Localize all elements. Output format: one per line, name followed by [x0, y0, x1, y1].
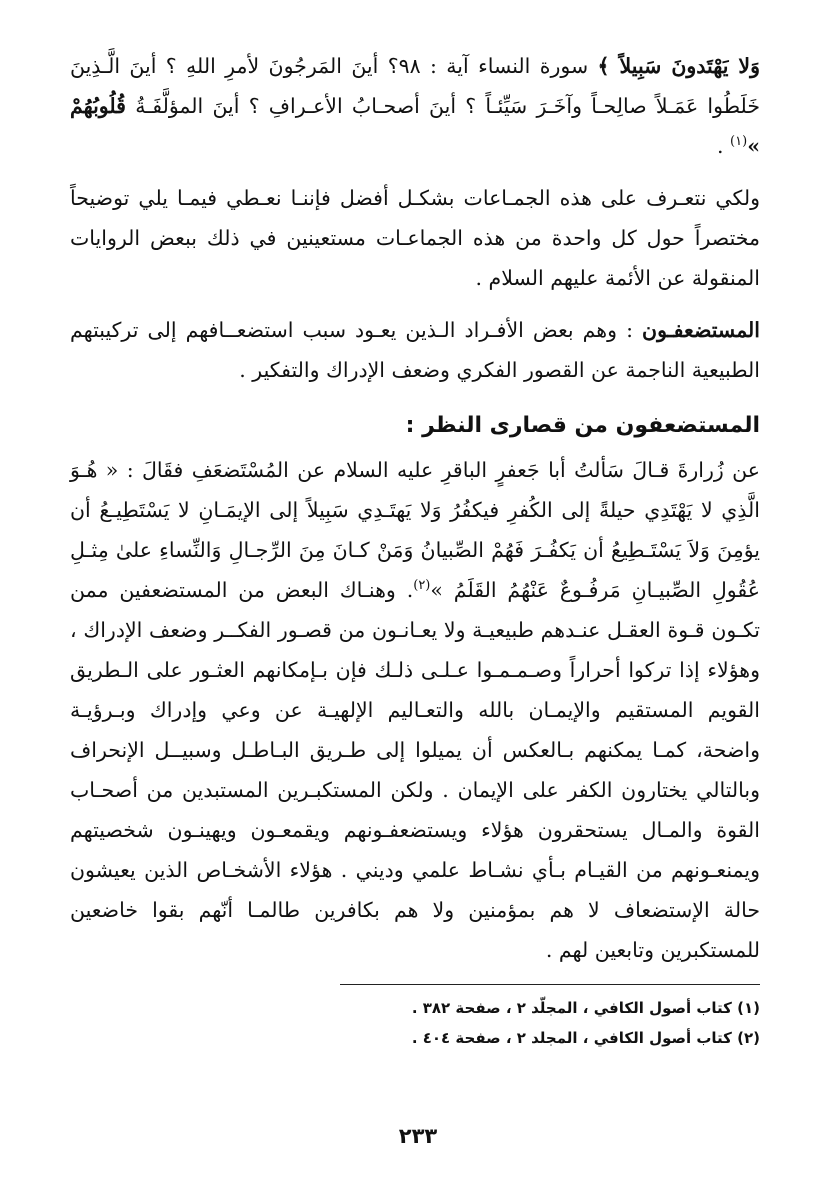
footnote-1: (١) كتاب أصول الكافي ، المجلّد ٢ ، صفحة ٣٨٢ . — [411, 999, 760, 1017]
quote-paragraph — [70, 46, 760, 166]
hadith-rest: . وهنـاك البعض من المستضعفين ممن تكـون قـوة العقـل عنـدهم طبيعيـة ولا يعـانـون من قصـور الفكــر وضعف الإدراك ، وهؤلاء إذا تركوا أحراراً وصـمـمـوا عـلـى ذلـك فإن بـإمكانهم العثـور على الـطريق القويم المستقيم والإيمـان بالله والتعـاليم الإلهيـة عن وعي وإدراك وبـرؤيـة واضحة، كمـا يمكنهم بـالعكس أن يميلوا إلى طـريق البـاطـل وسبيــل الإنحراف وبالتالي يختارون الكفر على الإيمان . ولكن المستكبـرين المستبدين من أصحـاب القوة والمـال يستحقرون هؤلاء ويستضعفـونهم ويقمعـون ويهينـون شخصيتهم ويمنعـونهم من القيـام بـأي نشـاط علمي وديني . هؤلاء الأشخـاص الذين يعيشون حالة الإستضعاف لا هم بمؤمنين ولا هم بكافرين طالمـا أنّهم بقوا خاضعين للمستكبرين وتابعين لهم . — [70, 578, 760, 962]
definition-text: : وهم بعض الأفـراد الـذين يعـود سبب استضعــافهم إلى تركيبتهم الطبيعية الناجمة عن القصور الفكري وضعف الإدراك والتفكير . — [70, 318, 760, 382]
quote-bold-end: قُلُوبُهُمْ » — [70, 94, 760, 158]
footnotes — [340, 984, 760, 1053]
definition-paragraph — [70, 310, 760, 390]
definition-term: المستضعفـون — [642, 318, 760, 342]
verse-ending: وَلا يَهْتَدونَ سَبِيلاً ﴾ — [597, 54, 760, 78]
intro-paragraph: ولكي نتعـرف على هذه الجمـاعات بشكـل أفضل فإننـا نعـطي فيمـا يلي توضيحاً مختصراً حول كل واحدة من هذه الجماعـات مستعينين في ذلك ببعض الروايات المنقولة عن الأئمة عليهم السلام . — [70, 186, 760, 290]
footnote-2: (٢) كتاب أصول الكافي ، المجلد ٢ ، صفحة ٤٠٤ . — [411, 1029, 760, 1047]
quote-tail: . — [717, 134, 731, 158]
footnote-ref-1: (١) — [730, 134, 748, 150]
quote-text: سورة النساء آية : ٩٨؟ أينَ المَرجُونَ لأمرِ اللهِ ؟ أينَ الَّـذِينَ خَلَطُوا عَمَـلاً صالِحـاً وآخَـرَ سَيِّئـاً ؟ أينَ أصحـابُ الأعـرافِ ؟ أينَ المؤلَّفَـةُ — [70, 54, 760, 118]
page-number: ٢٣٣ — [398, 1124, 438, 1148]
hadith-lead: عن زُرارةَ قـالَ سَألتُ أبا جَعفرٍ الباقرِ عليه السلام عن المُسْتَضعَفِ فقَالَ : « هُـوَ الَّذِي لا يَهْتَدِي حيلةً إلى الكُفرِ فيكفُرُ وَلا يَهتَـدِي سَبِيلاً إلى الإيمَـانِ لا يَسْتَطِيـعُ أن يؤمِنَ وَلاَ يَسْتَـطِيعُ أن يَكفُـرَ فَهُمْ الصِّبيانُ وَمَنْ كـانَ مِنَ الرِّجـالِ وَالنِّساءِ علىٰ مِثـلِ عُقُولِ الصِّبيـانِ مَرفُـوعٌ عَنْهُمُ القَلَمُ » — [70, 458, 760, 602]
footnote-ref-2: (٢) — [413, 578, 431, 594]
hadith-paragraph — [70, 450, 760, 970]
section-heading: المستضعفون من قصارى النظر : — [405, 413, 760, 438]
page-body — [70, 46, 760, 1053]
